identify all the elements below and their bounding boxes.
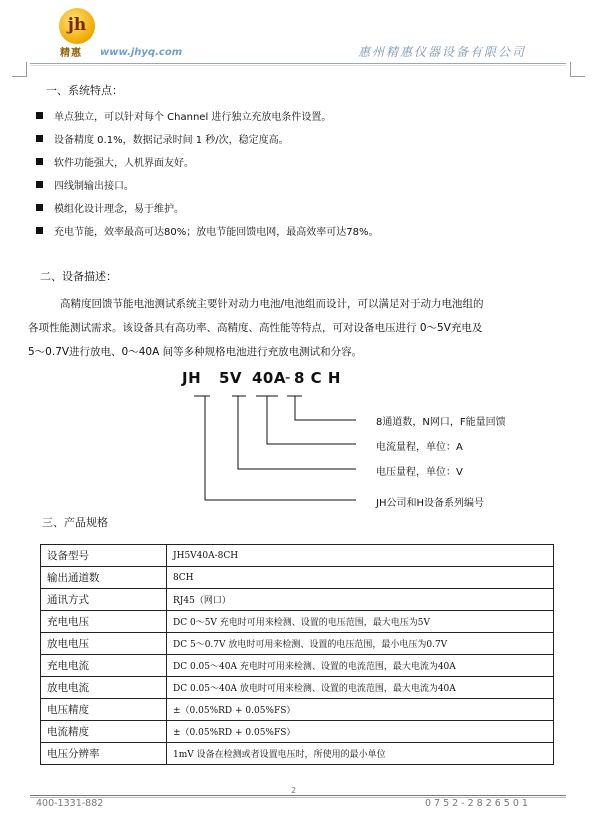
footer-divider [30,795,566,796]
table-row [41,611,554,633]
model-label-channels: 8通道数，N网口，F能量回馈 [376,417,506,428]
company-logo: jh [59,8,95,44]
website-url[interactable]: www.jhyq.com [100,47,183,58]
spec-value: DC 5～0.7V 放电时可用来检测、设置的电压范围，最小电压为0.7V [167,633,554,655]
table-row [41,633,554,655]
model-part-dash: - [285,368,291,386]
spec-key: 电流精度 [41,721,167,743]
model-label-series: JH公司和H设备系列编号 [376,498,484,509]
footer-phone-left: 400-1331-882 [36,798,104,809]
spec-value: 8CH [167,567,554,589]
bullet-text: 四线制输出接口。 [54,181,134,192]
table-row [41,721,554,743]
spec-value: ±（0.05%RD + 0.05%FS） [167,699,554,721]
company-name: 惠州精惠仪器设备有限公司 [358,45,527,59]
spec-value: JH5V40A-8CH [167,545,554,567]
table-row [41,655,554,677]
table-row [41,677,554,699]
spec-value: DC 0.05～40A 充电时可用来检测、设置的电流范围，最大电流为40A [167,655,554,677]
table-row [41,699,554,721]
section3-title: 三、产品规格 [42,516,108,529]
spec-value: RJ45（网口） [167,589,554,611]
spec-key: 设备型号 [41,545,167,567]
spec-key: 充电电流 [41,655,167,677]
bullet-text: 设备精度 0.1%，数据记录时间 1 秒/次，稳定度高。 [54,135,289,146]
bullet-text: 充电节能，效率最高可达80%；放电节能回馈电网，最高效率可达78%。 [54,227,379,238]
model-part-channels: 8 C H [294,369,341,387]
spec-key: 电压精度 [41,699,167,721]
spec-key: 输出通道数 [41,567,167,589]
spec-value: 1mV 设备在检测或者设置电压时，所使用的最小单位 [167,743,554,765]
logo-chinese-name: 精惠 [60,48,82,59]
model-part-voltage: 5V [219,369,243,387]
model-part-current: 40A [252,369,286,387]
table-row [41,743,554,765]
description-line: 各项性能测试需求。该设备具有高功率、高精度、高性能等特点，可对设备电压进行 0～5V充电及 [28,322,483,334]
spec-value: DC 0～5V 充电时可用来检测、设置的电压范围，最大电压为5V [167,611,554,633]
page-number: 2 [291,786,297,795]
spec-key: 放电电压 [41,633,167,655]
model-label-voltage: 电压量程，单位：V [376,467,463,478]
spec-key: 放电电流 [41,677,167,699]
spec-table [40,544,554,765]
spec-value: DC 0.05～40A 放电时可用来检测、设置的电流范围，最大电流为40A [167,677,554,699]
spec-key: 充电电压 [41,611,167,633]
description-line: 5～0.7V进行放电、0～40A 间等多种规格电池进行充放电测试和分容。 [28,346,363,358]
footer-phone-right: 0752-2826501 [425,798,531,809]
table-row [41,545,554,567]
model-label-current: 电流量程，单位：A [376,442,463,453]
bullet-text: 单点独立，可以针对每个 Channel 进行独立充放电条件设置。 [54,112,332,123]
table-row [41,567,554,589]
spec-key: 通讯方式 [41,589,167,611]
table-row [41,589,554,611]
section2-title: 二、设备描述： [40,270,117,283]
bullet-text: 模组化设计理念，易于维护。 [54,204,184,215]
model-part-jh: JH [182,369,202,387]
bullet-text: 软件功能强大，人机界面友好。 [54,158,194,169]
description-line: 高精度回馈节能电池测试系统主要针对动力电池/电池组而设计，可以满足对于动力电池组的 [60,298,484,310]
spec-key: 电压分辨率 [41,743,167,765]
section1-title: 一、系统特点： [46,84,123,97]
spec-value: ±（0.05%RD + 0.05%FS） [167,721,554,743]
